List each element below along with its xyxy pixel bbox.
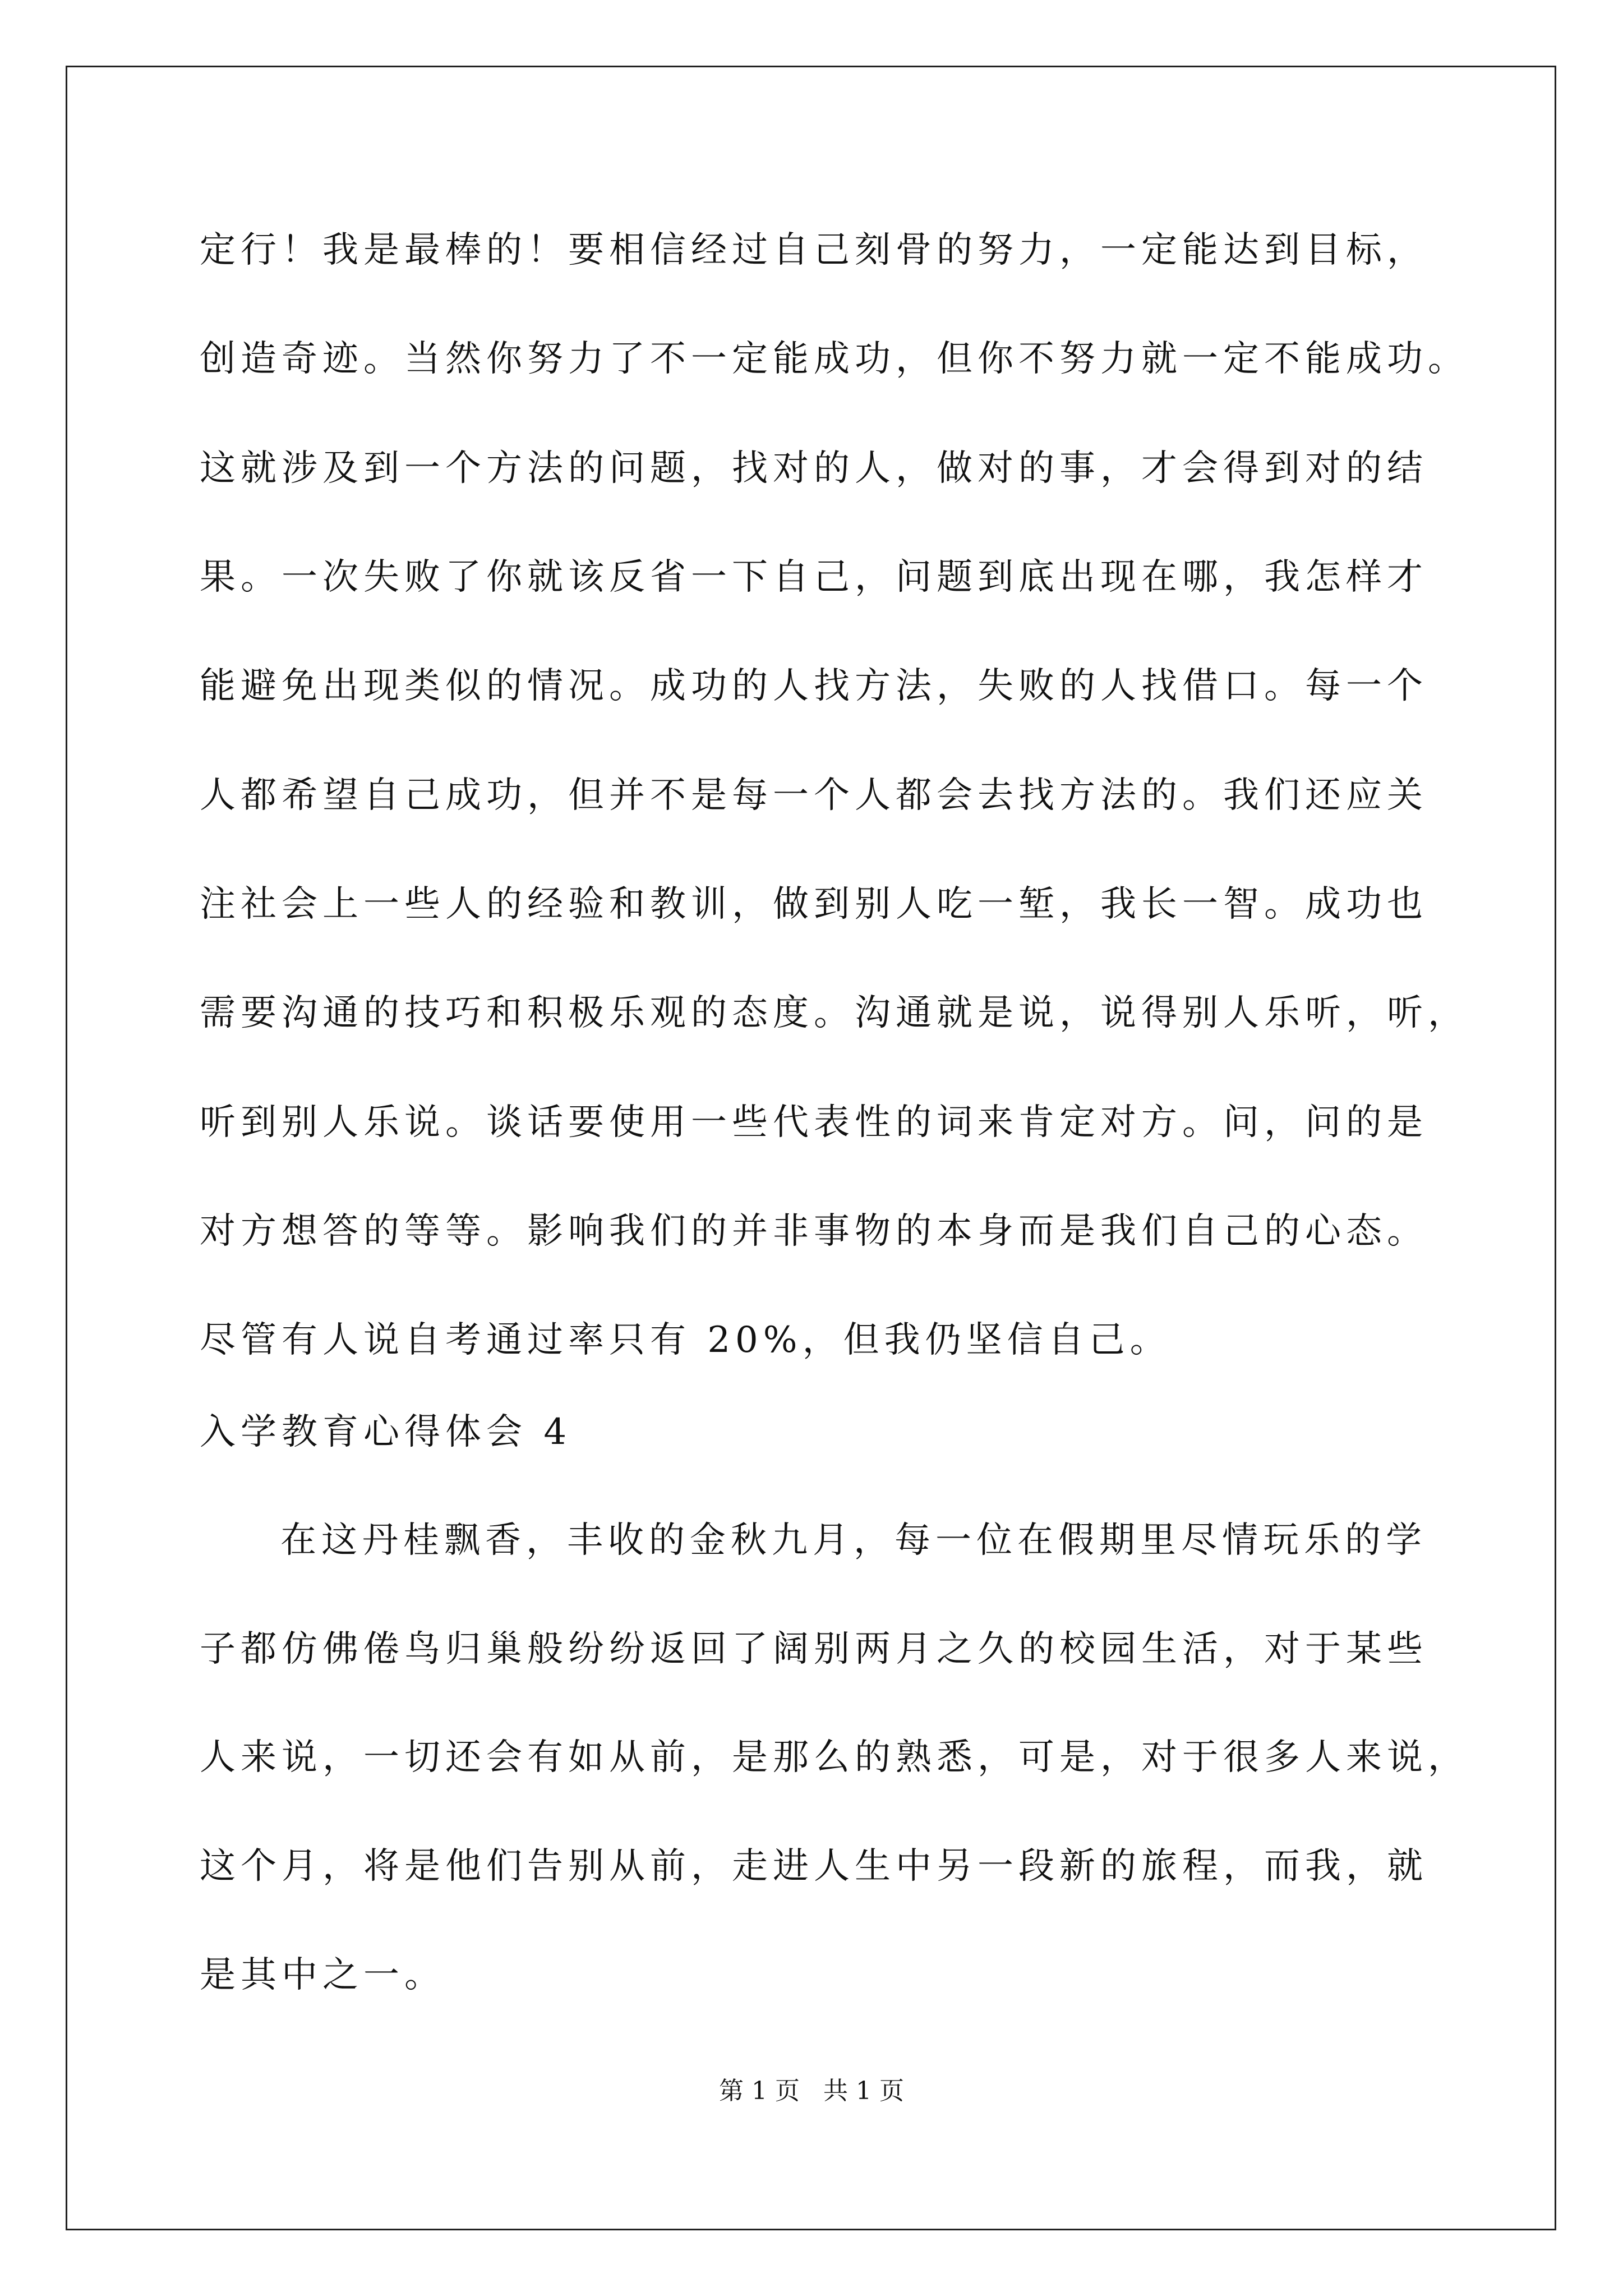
page-number-footer: 第 1 页 共 1 页 [719, 2077, 904, 2105]
text-line: 这就涉及到一个方法的问题，找对的人，做对的事，才会得到对的结 [200, 448, 1428, 489]
text-line: 人都希望自己成功，但并不是每一个人都会去找方法的。我们还应关 [200, 775, 1428, 816]
text-line: 定行！我是最棒的！要相信经过自己刻骨的努力，一定能达到目标， [200, 229, 1428, 271]
text-line: 尽管有人说自考通过率只有 20%，但我仍坚信自己。 [200, 1319, 1171, 1361]
text-line: 能避免出现类似的情况。成功的人找方法，失败的人找借口。每一个 [200, 665, 1428, 707]
text-line: 这个月，将是他们告别从前，走进人生中另一段新的旅程，而我，就 [200, 1846, 1428, 1887]
text-line: 听到别人乐说。谈话要使用一些代表性的词来肯定对方。问，问的是 [200, 1102, 1428, 1143]
text-line: 人来说，一切还会有如从前，是那么的熟悉，可是，对于很多人来说， [200, 1737, 1469, 1778]
text-line: 创造奇迹。当然你努力了不一定能成功，但你不努力就一定不能成功。 [200, 338, 1469, 380]
text-line: 在这丹桂飘香，丰收的金秋九月，每一位在假期里尽情玩乐的学 [280, 1520, 1427, 1561]
text-line: 对方想答的等等。影响我们的并非事物的本身而是我们自己的心态。 [200, 1211, 1428, 1252]
page-border [66, 66, 1556, 2230]
text-line: 是其中之一。 [200, 1954, 445, 1996]
text-line: 注社会上一些人的经验和教训，做到别人吃一堑，我长一智。成功也 [200, 884, 1428, 925]
text-line: 需要沟通的技巧和积极乐观的态度。沟通就是说，说得别人乐听，听， [200, 992, 1469, 1034]
section-heading: 入学教育心得体会 4 [200, 1411, 572, 1453]
text-line: 子都仿佛倦鸟归巢般纷纷返回了阔别两月之久的校园生活，对于某些 [200, 1628, 1428, 1670]
text-line: 果。一次失败了你就该反省一下自己，问题到底出现在哪，我怎样才 [200, 556, 1428, 598]
